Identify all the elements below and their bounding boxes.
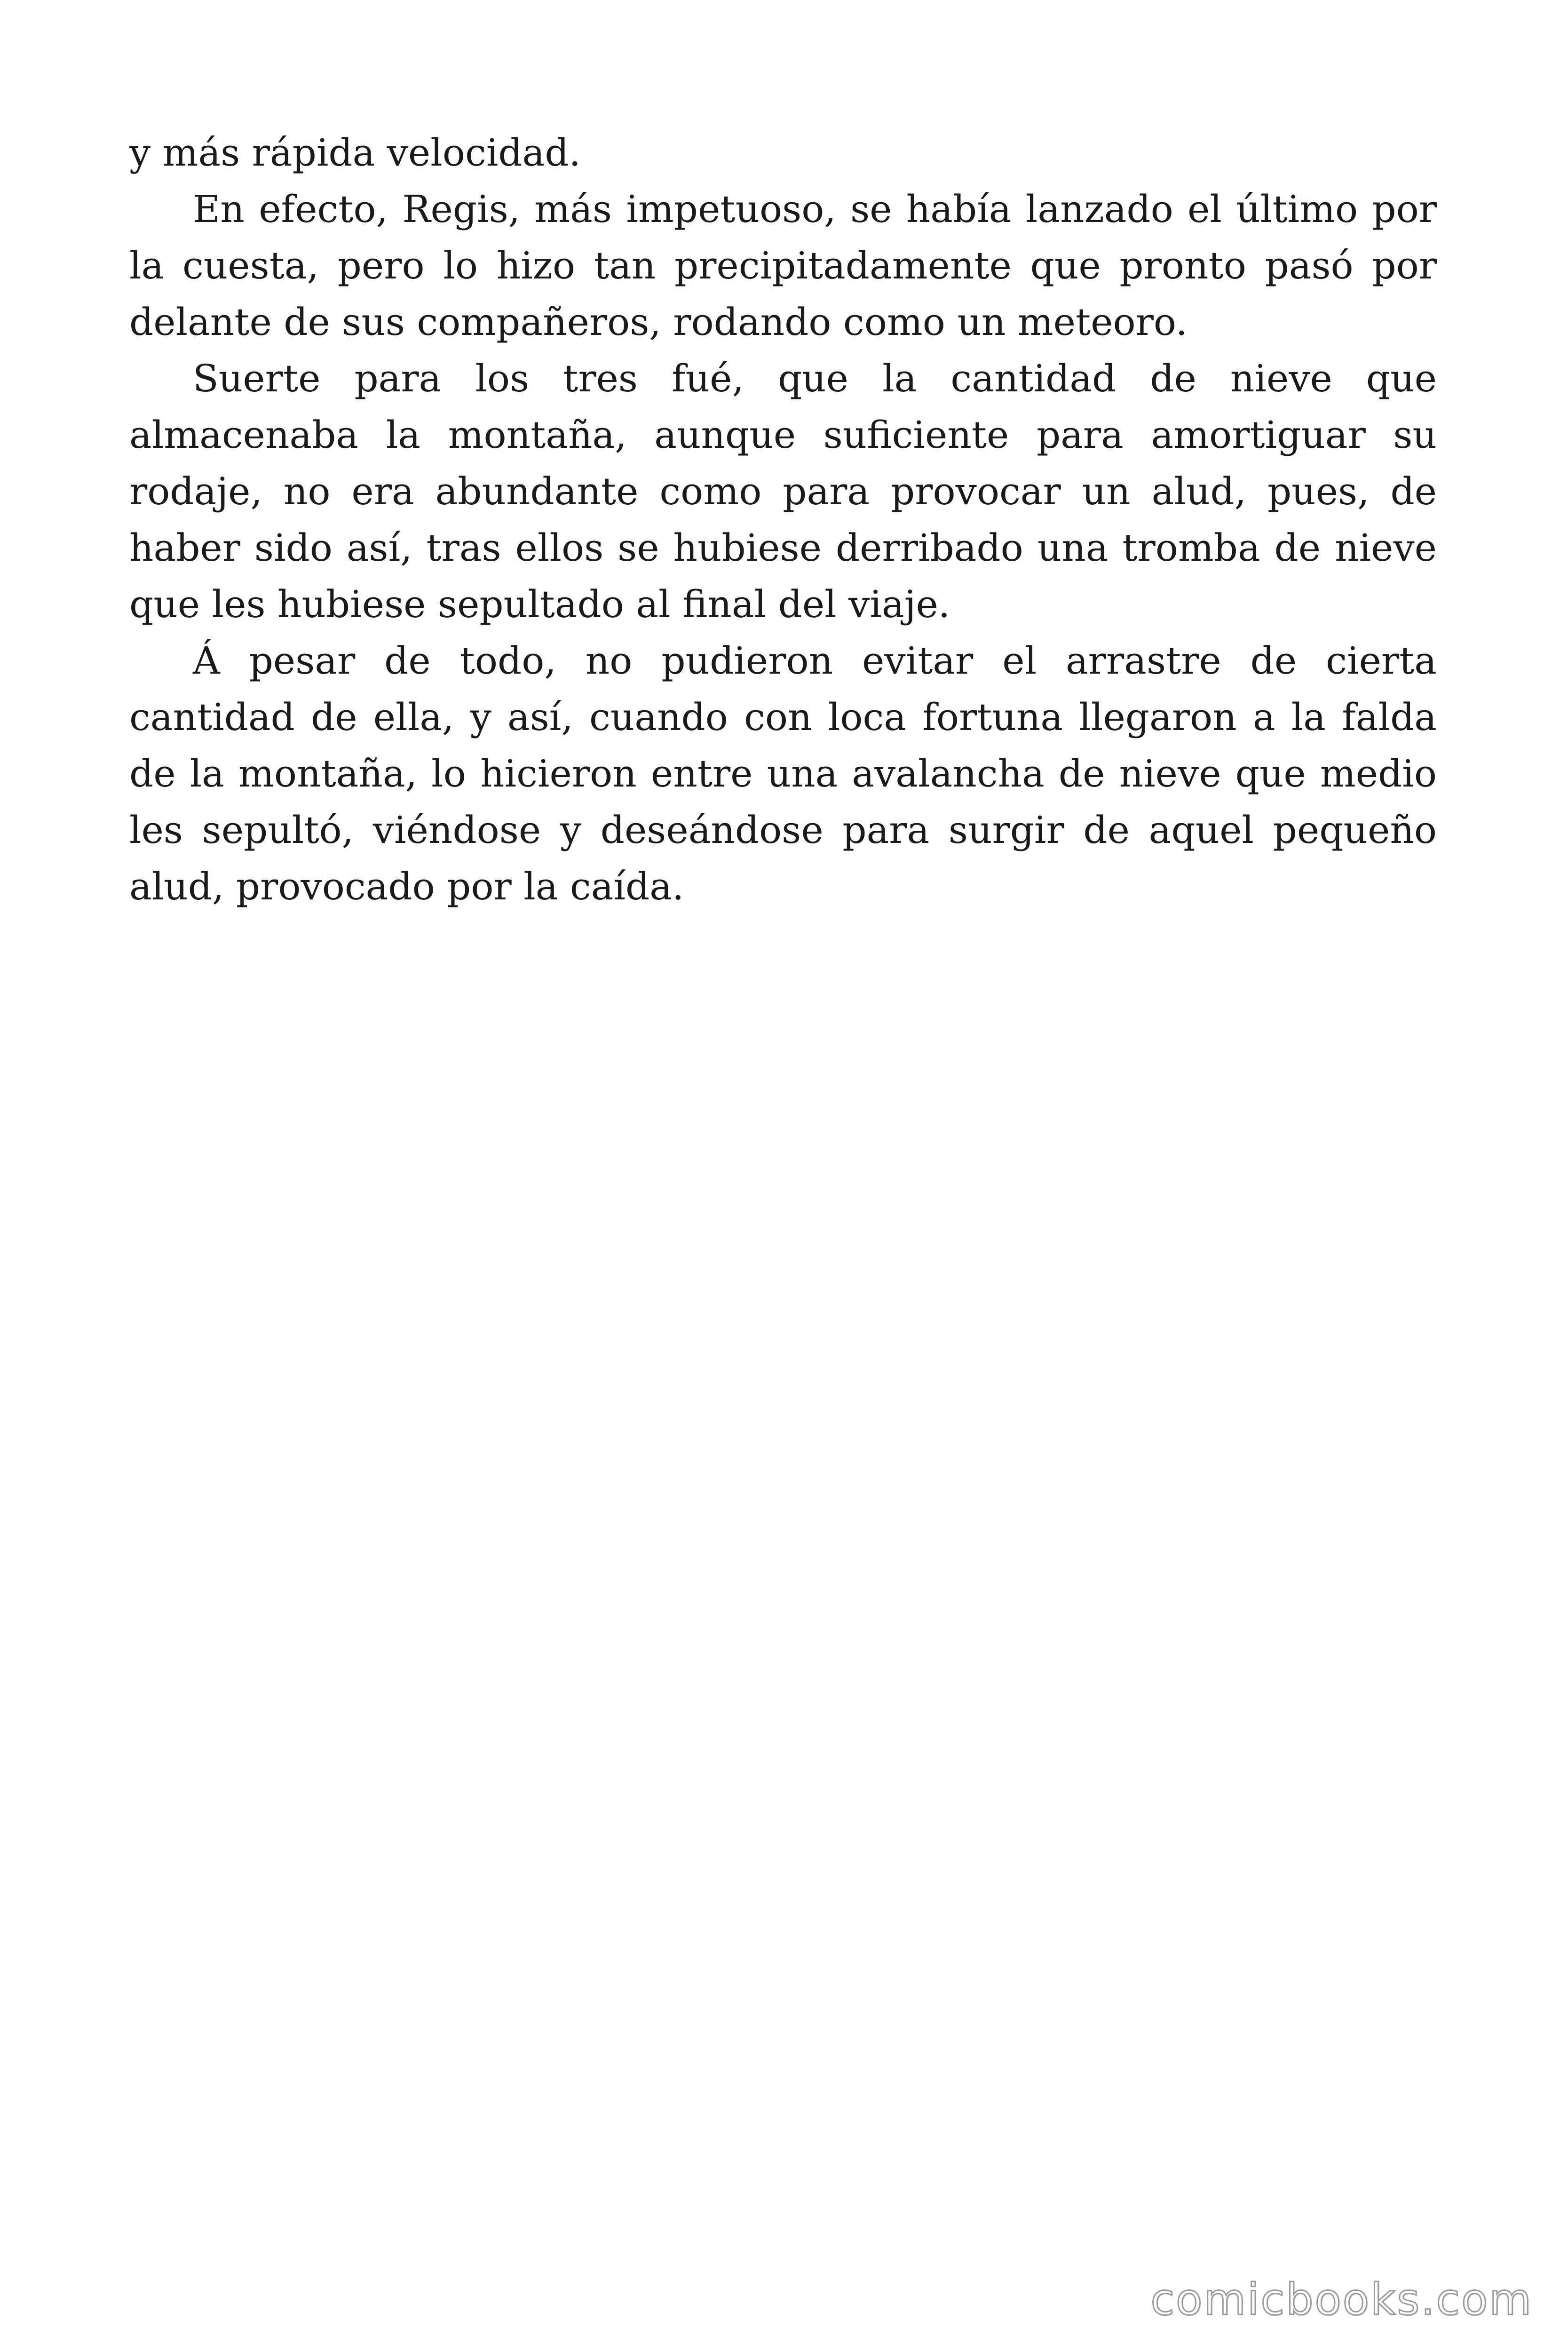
paragraph-continuation: y más rápida velocidad. (129, 131, 581, 175)
paragraph: Suerte para los tres fué, que la cantidad de nieve que almacenaba la montaña, aunque suficiente para amortiguar su rodaje, no era abundante como para provocar un alud, pues, de haber sido así, tras ellos se hubiese derribado una tromba de nieve que les hubiese sepultado al final del viaje. (129, 357, 1437, 626)
paragraph: En efecto, Regis, más impetuoso, se había lanzado el último por la cuesta, pero lo hizo tan precipitadamente que pronto pasó por delante de sus compañeros, rodando como un meteoro. (129, 187, 1437, 344)
watermark: comicbooks.com (1150, 2274, 1533, 2325)
page-body-text (129, 125, 1437, 915)
paragraph: Á pesar de todo, no pudieron evitar el arrastre de cierta cantidad de ella, y así, cuando con loca fortuna llegaron a la falda de la montaña, lo hicieron entre una avalancha de nieve que medio les sepultó, viéndose y deseándose para surgir de aquel pequeño alud, provocado por la caída. (129, 639, 1437, 908)
